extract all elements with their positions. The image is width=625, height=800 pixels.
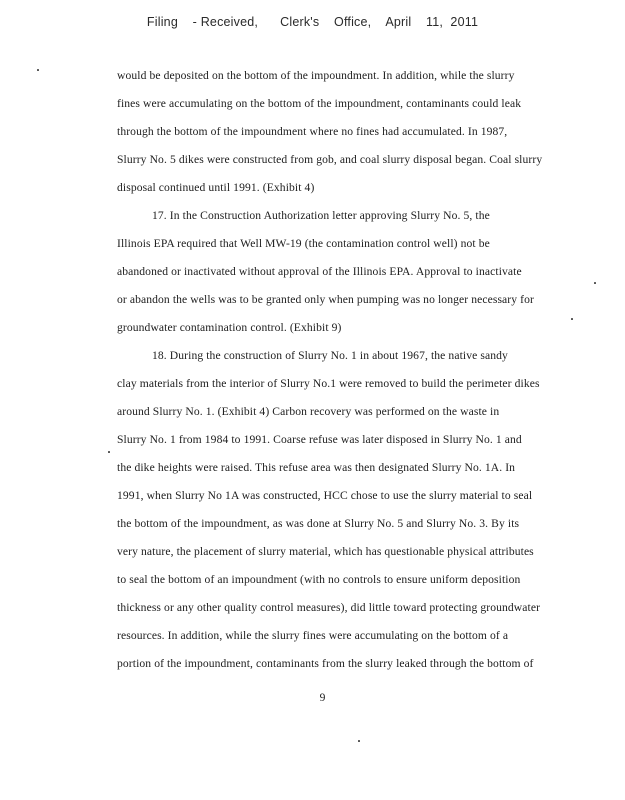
- body-line: disposal continued until 1991. (Exhibit 4): [117, 181, 315, 194]
- paragraph-18-first-line: 18. During the construction of Slurry No. 1 in about 1967, the native sandy: [152, 349, 508, 362]
- body-line: the bottom of the impoundment, as was done at Slurry No. 5 and Slurry No. 3. By its: [117, 517, 520, 530]
- scan-speck: [108, 451, 110, 453]
- paragraph-17-first-line: 17. In the Construction Authorization letter approving Slurry No. 5, the: [152, 209, 490, 222]
- body-line: Illinois EPA required that Well MW-19 (the contamination control well) not be: [117, 237, 490, 250]
- page-number: 9: [319, 692, 326, 704]
- body-line: the dike heights were raised. This refuse area was then designated Slurry No. 1A. In: [117, 461, 516, 474]
- body-line: Slurry No. 1 from 1984 to 1991. Coarse refuse was later disposed in Slurry No. 1 and: [117, 433, 522, 446]
- body-line: would be deposited on the bottom of the impoundment. In addition, while the slurry: [117, 69, 515, 82]
- body-line: portion of the impoundment, contaminants from the slurry leaked through the bottom of: [117, 657, 534, 670]
- body-line: very nature, the placement of slurry material, which has questionable physical attributes: [117, 545, 534, 558]
- scan-speck: [37, 69, 39, 71]
- scan-speck: [594, 282, 596, 284]
- scan-speck: [571, 318, 573, 320]
- body-line: around Slurry No. 1. (Exhibit 4) Carbon recovery was performed on the waste in: [117, 405, 500, 418]
- body-line: abandoned or inactivated without approval of the Illinois EPA. Approval to inactivate: [117, 265, 522, 278]
- scan-speck: [358, 740, 360, 742]
- body-line: to seal the bottom of an impoundment (with no controls to ensure uniform deposition: [117, 573, 521, 586]
- body-line: thickness or any other quality control measures), did little toward protecting groundwater: [117, 601, 541, 614]
- body-line: groundwater contamination control. (Exhibit 9): [117, 321, 342, 334]
- filing-header: Filing - Received, Clerk's Office, April 11, 2011: [146, 15, 479, 29]
- body-line: 1991, when Slurry No 1A was constructed, HCC chose to use the slurry material to seal: [117, 489, 533, 502]
- body-line: fines were accumulating on the bottom of the impoundment, contaminants could leak: [117, 97, 522, 110]
- body-line: or abandon the wells was to be granted only when pumping was no longer necessary for: [117, 293, 534, 306]
- body-line: clay materials from the interior of Slurry No.1 were removed to build the perimeter dikes: [117, 377, 540, 390]
- body-line: through the bottom of the impoundment where no fines had accumulated. In 1987,: [117, 125, 508, 138]
- body-line: resources. In addition, while the slurry fines were accumulating on the bottom of a: [117, 629, 509, 642]
- body-line: Slurry No. 5 dikes were constructed from gob, and coal slurry disposal began. Coal slurry: [117, 153, 543, 166]
